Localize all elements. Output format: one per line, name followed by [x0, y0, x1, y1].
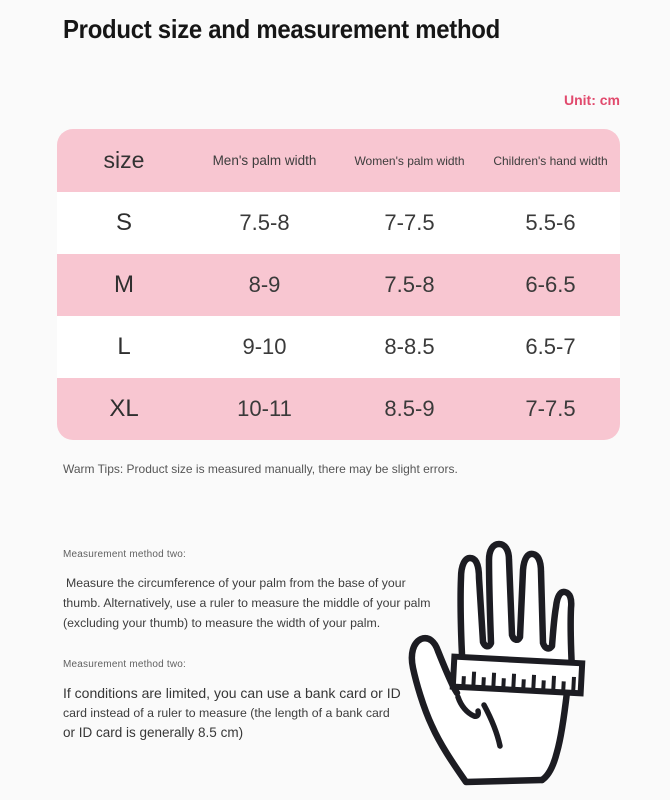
warm-tips-note: Warm Tips: Product size is measured manually, there may be slight errors.	[63, 462, 458, 476]
children-value: 7-7.5	[525, 396, 576, 421]
column-header-size: size	[103, 147, 145, 173]
method-1-text-line-2: thumb. Alternatively, use a ruler to measure the middle of your palm	[63, 596, 431, 610]
table-row-s	[57, 192, 620, 254]
men-value: 7.5-8	[239, 210, 290, 235]
children-value: 6.5-7	[525, 334, 576, 359]
men-value: 8-9	[248, 272, 281, 297]
ruler	[453, 657, 582, 694]
method-2-text-line-3: or ID card is generally 8.5 cm)	[63, 725, 244, 740]
size-value: XL	[109, 395, 139, 422]
women-value: 7.5-8	[384, 272, 435, 297]
size-table	[57, 129, 620, 440]
method-2-label: Measurement method two:	[63, 659, 186, 670]
method-1-label: Measurement method two:	[63, 549, 186, 560]
method-1-text-line-1: Measure the circumference of your palm from the base of your	[66, 576, 406, 590]
women-value: 8-8.5	[384, 334, 435, 359]
measurement-method-section-1	[63, 549, 431, 633]
column-header-women: Women's palm width	[354, 153, 465, 168]
table-row-l	[57, 316, 620, 378]
men-value: 9-10	[242, 334, 287, 359]
table-header-row	[57, 129, 620, 192]
measurement-method-section-2	[63, 659, 401, 743]
children-value: 6-6.5	[525, 272, 576, 297]
page-title: Product size and measurement method	[63, 14, 500, 44]
size-value: S	[115, 209, 132, 236]
children-value: 5.5-6	[525, 210, 576, 235]
fingers-outline	[461, 544, 572, 672]
size-value: L	[117, 333, 131, 360]
method-2-text-line-1: If conditions are limited, you can use a bank card or ID	[63, 685, 401, 701]
method-2-text-line-2: card instead of a ruler to measure (the length of a bank card	[63, 706, 390, 720]
column-header-children: Children's hand width	[493, 153, 608, 168]
men-value: 10-11	[237, 396, 292, 421]
column-header-men: Men's palm width	[212, 153, 317, 168]
women-value: 7-7.5	[384, 210, 435, 235]
women-value: 8.5-9	[384, 396, 435, 421]
hand-measure-icon	[390, 530, 670, 800]
table-row-m	[57, 254, 620, 316]
size-value: M	[114, 271, 134, 298]
method-1-text-line-3: (excluding your thumb) to measure the width of your palm.	[63, 616, 381, 630]
unit-label: Unit: cm	[564, 92, 620, 108]
table-row-xl	[57, 378, 620, 440]
